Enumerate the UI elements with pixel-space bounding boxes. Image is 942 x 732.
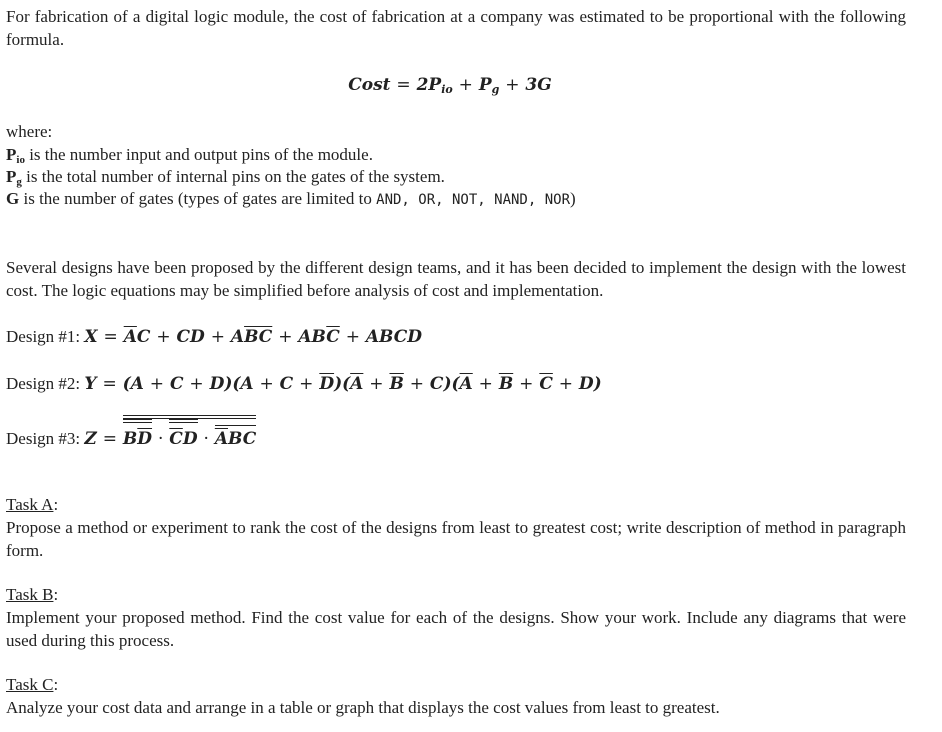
task-b-heading: Task B: — [6, 585, 59, 604]
gate-types: AND, OR, NOT, NAND, NOR — [376, 192, 571, 208]
formula-term-pio: $2P_{io}$ — [416, 75, 453, 96]
formula-term-pg: $P_g$ — [478, 75, 500, 96]
design-3-equation: Design #3: $Z = B\overline{D} \cdot \overline{C}D \cdot \overline{A}BC$ — [6, 429, 257, 449]
definition-pio: $P_{io}$ is the number input and output pins of the module. — [6, 145, 373, 166]
design-2-equation: Design #2: $Y = (A + C + D)(A + C + \overline{D})(\overline{A} + \overline{B} + C)(\overline{A} + \overline{B} + \overline{C} + D)$ — [6, 374, 602, 394]
task-a-body: Propose a method or experiment to rank the cost of the designs from least to greatest cost; write description of method in paragraph form. — [6, 518, 906, 560]
task-a-heading: Task A: — [6, 495, 59, 514]
definition-g: G is the number of gates (types of gates are limited to AND, OR, NOT, NAND, NOR) — [6, 189, 576, 208]
design-1-equation: Design #1: $X = \overline{A}C$ + CD + $A\overline{BC} + AB\overline{C}$ + ABCD — [6, 327, 423, 347]
designs-intro-paragraph: Several designs have been proposed by the different design teams, and it has been decided to implement the design with the lowest cost. The logic equations may be simplified before analysis of cost and implementation. — [6, 258, 906, 300]
task-b-body: Implement your proposed method. Find the cost value for each of the designs. Show your work. Include any diagrams that were used during this process. — [6, 608, 906, 650]
formula-plus: + — [458, 75, 473, 95]
where-label: where: — [6, 122, 53, 141]
cost-formula — [0, 74, 900, 97]
task-c-body: Analyze your cost data and arrange in a table or graph that displays the cost values from least to greatest. — [6, 698, 720, 717]
definition-pg: $P_g$ is the total number of internal pins on the gates of the system. — [6, 167, 445, 188]
task-c-heading: Task C: — [6, 675, 59, 694]
intro-paragraph: For fabrication of a digital logic module, the cost of fabrication at a company was estimated to be proportional with the following formula. — [6, 7, 906, 49]
formula-term-g: 3G — [525, 75, 552, 95]
formula-equals: = — [396, 75, 411, 95]
formula-lhs: Cost — [348, 75, 391, 95]
formula-plus: + — [505, 75, 520, 95]
